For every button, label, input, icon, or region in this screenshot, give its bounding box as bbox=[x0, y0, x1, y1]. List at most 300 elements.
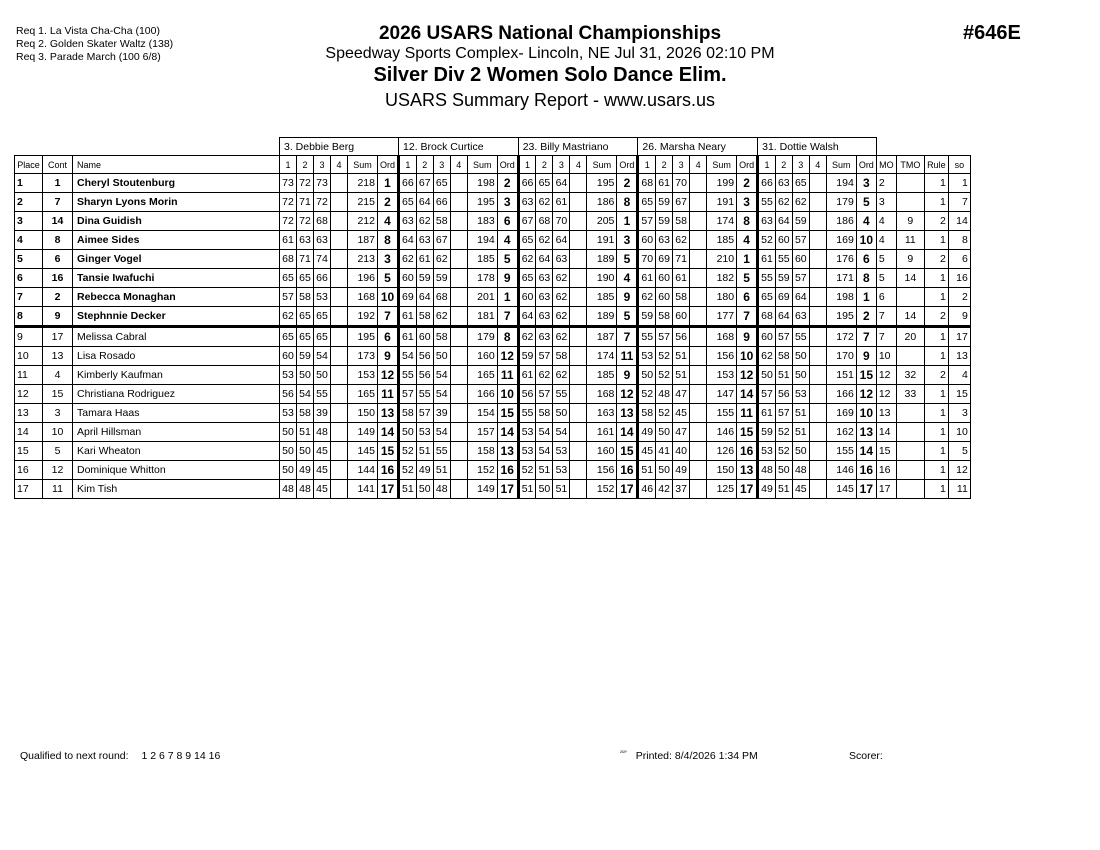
score-cell: 51 bbox=[673, 366, 690, 385]
place-cell: 16 bbox=[15, 461, 43, 480]
cont-cell: 14 bbox=[43, 212, 73, 231]
score-cell: 54 bbox=[536, 442, 553, 461]
sum-cell: 166 bbox=[826, 385, 856, 404]
ordinal-cell: 12 bbox=[856, 385, 876, 404]
sum-cell: 125 bbox=[707, 480, 737, 499]
so-cell: 4 bbox=[948, 366, 970, 385]
score-cell: 50 bbox=[536, 480, 553, 499]
header-judge-col: 1 bbox=[638, 156, 656, 174]
so-cell: 9 bbox=[948, 307, 970, 327]
score-cell: 51 bbox=[775, 366, 792, 385]
header-judge-col: 4 bbox=[331, 156, 348, 174]
score-cell bbox=[450, 307, 467, 327]
score-cell bbox=[690, 327, 707, 347]
ordinal-cell: 3 bbox=[856, 174, 876, 193]
score-cell bbox=[450, 327, 467, 347]
score-cell: 63 bbox=[399, 212, 417, 231]
tmo-cell bbox=[896, 404, 924, 423]
score-cell: 50 bbox=[792, 366, 809, 385]
score-cell: 49 bbox=[673, 461, 690, 480]
score-cell: 63 bbox=[536, 327, 553, 347]
header-judge-col: Ord bbox=[617, 156, 638, 174]
place-cell: 10 bbox=[15, 347, 43, 366]
score-cell: 58 bbox=[536, 404, 553, 423]
skater-name-cell: Dina Guidish bbox=[73, 212, 280, 231]
sum-cell: 157 bbox=[467, 423, 497, 442]
ordinal-cell: 5 bbox=[856, 193, 876, 212]
sum-cell: 191 bbox=[587, 231, 617, 250]
cont-cell: 5 bbox=[43, 442, 73, 461]
place-cell: 8 bbox=[15, 307, 43, 327]
judge-row-spacer bbox=[876, 138, 970, 156]
ordinal-cell: 17 bbox=[737, 480, 758, 499]
ordinal-cell: 15 bbox=[378, 442, 399, 461]
cont-cell: 16 bbox=[43, 269, 73, 288]
score-cell: 67 bbox=[416, 174, 433, 193]
table-row bbox=[15, 174, 971, 193]
skater-name-cell: Tansie Iwafuchi bbox=[73, 269, 280, 288]
ordinal-cell: 5 bbox=[617, 307, 638, 327]
score-cell: 62 bbox=[536, 193, 553, 212]
sum-cell: 156 bbox=[707, 347, 737, 366]
score-cell: 62 bbox=[553, 269, 570, 288]
place-cell: 9 bbox=[15, 327, 43, 347]
score-cell bbox=[450, 423, 467, 442]
score-cell: 65 bbox=[297, 307, 314, 327]
sum-cell: 182 bbox=[707, 269, 737, 288]
score-cell: 64 bbox=[536, 250, 553, 269]
rule-cell: 2 bbox=[924, 307, 948, 327]
tmo-cell: 20 bbox=[896, 327, 924, 347]
score-cell: 61 bbox=[758, 250, 776, 269]
score-cell: 50 bbox=[656, 423, 673, 442]
sum-cell: 146 bbox=[826, 461, 856, 480]
score-cell: 61 bbox=[673, 269, 690, 288]
score-cell bbox=[809, 307, 826, 327]
score-cell: 72 bbox=[314, 193, 331, 212]
ordinal-cell: 5 bbox=[617, 250, 638, 269]
header-judge-col: 1 bbox=[758, 156, 776, 174]
sum-cell: 191 bbox=[707, 193, 737, 212]
cont-cell: 13 bbox=[43, 347, 73, 366]
judge-header-row bbox=[15, 138, 971, 156]
mo-cell: 15 bbox=[876, 442, 896, 461]
sum-cell: 166 bbox=[467, 385, 497, 404]
event-title: Silver Div 2 Women Solo Dance Elim. bbox=[373, 64, 727, 86]
ordinal-cell: 2 bbox=[378, 193, 399, 212]
score-cell: 60 bbox=[416, 327, 433, 347]
ordinal-cell: 13 bbox=[378, 404, 399, 423]
score-cell: 58 bbox=[433, 212, 450, 231]
score-cell: 66 bbox=[399, 174, 417, 193]
header-judge-col: Ord bbox=[378, 156, 399, 174]
table-row bbox=[15, 288, 971, 307]
so-cell: 6 bbox=[948, 250, 970, 269]
qualified-label: Qualified to next round: bbox=[20, 750, 129, 762]
score-cell: 72 bbox=[297, 212, 314, 231]
ordinal-cell: 5 bbox=[737, 269, 758, 288]
score-cell: 55 bbox=[416, 385, 433, 404]
score-cell bbox=[690, 461, 707, 480]
score-cell: 51 bbox=[536, 461, 553, 480]
sum-cell: 189 bbox=[587, 307, 617, 327]
mo-cell: 10 bbox=[876, 347, 896, 366]
score-cell: 62 bbox=[433, 307, 450, 327]
ordinal-cell: 2 bbox=[856, 307, 876, 327]
score-cell bbox=[450, 250, 467, 269]
score-cell: 54 bbox=[433, 423, 450, 442]
ordinal-cell: 7 bbox=[856, 327, 876, 347]
table-row bbox=[15, 250, 971, 269]
score-cell: 69 bbox=[399, 288, 417, 307]
score-cell: 62 bbox=[758, 347, 776, 366]
table-row bbox=[15, 461, 971, 480]
score-cell: 68 bbox=[280, 250, 297, 269]
score-cell: 58 bbox=[553, 347, 570, 366]
score-cell: 60 bbox=[656, 288, 673, 307]
ordinal-cell: 1 bbox=[737, 250, 758, 269]
score-cell: 63 bbox=[536, 288, 553, 307]
score-cell: 63 bbox=[297, 231, 314, 250]
score-cell: 64 bbox=[399, 231, 417, 250]
score-cell: 48 bbox=[758, 461, 776, 480]
score-cell: 57 bbox=[536, 385, 553, 404]
sum-cell: 162 bbox=[826, 423, 856, 442]
score-cell: 50 bbox=[638, 366, 656, 385]
ordinal-cell: 11 bbox=[737, 404, 758, 423]
score-cell bbox=[450, 347, 467, 366]
sum-cell: 187 bbox=[587, 327, 617, 347]
score-cell bbox=[690, 231, 707, 250]
score-cell bbox=[570, 327, 587, 347]
score-cell bbox=[809, 174, 826, 193]
table-row bbox=[15, 480, 971, 499]
score-cell bbox=[331, 327, 348, 347]
score-cell: 61 bbox=[758, 404, 776, 423]
rule-cell: 1 bbox=[924, 461, 948, 480]
score-cell bbox=[570, 174, 587, 193]
score-cell: 58 bbox=[297, 404, 314, 423]
so-cell: 7 bbox=[948, 193, 970, 212]
score-cell: 57 bbox=[280, 288, 297, 307]
score-cell: 58 bbox=[433, 327, 450, 347]
place-cell: 7 bbox=[15, 288, 43, 307]
score-cell bbox=[690, 288, 707, 307]
score-cell: 51 bbox=[416, 442, 433, 461]
score-cell: 74 bbox=[314, 250, 331, 269]
score-cell: 54 bbox=[399, 347, 417, 366]
header-judge-col: 4 bbox=[450, 156, 467, 174]
place-cell: 5 bbox=[15, 250, 43, 269]
score-cell: 61 bbox=[399, 327, 417, 347]
venue-date-line: Speedway Sports Complex- Lincoln, NE Jul 31, 2026 02:10 PM bbox=[325, 45, 775, 62]
score-cell: 62 bbox=[518, 327, 536, 347]
place-cell: 14 bbox=[15, 423, 43, 442]
sum-cell: 165 bbox=[348, 385, 378, 404]
score-cell: 62 bbox=[553, 366, 570, 385]
score-cell bbox=[331, 250, 348, 269]
score-cell: 65 bbox=[792, 174, 809, 193]
score-cell: 62 bbox=[433, 250, 450, 269]
cont-cell: 11 bbox=[43, 480, 73, 499]
so-cell: 2 bbox=[948, 288, 970, 307]
score-cell: 63 bbox=[536, 307, 553, 327]
score-cell bbox=[690, 212, 707, 231]
score-cell: 53 bbox=[314, 288, 331, 307]
score-cell bbox=[809, 269, 826, 288]
score-cell: 51 bbox=[518, 480, 536, 499]
skater-name-cell: Dominique Whitton bbox=[73, 461, 280, 480]
ordinal-cell: 16 bbox=[856, 461, 876, 480]
ordinal-cell: 10 bbox=[378, 288, 399, 307]
score-cell: 62 bbox=[553, 307, 570, 327]
sum-cell: 152 bbox=[467, 461, 497, 480]
sum-cell: 168 bbox=[348, 288, 378, 307]
header-judge-col: 4 bbox=[570, 156, 587, 174]
score-cell bbox=[809, 327, 826, 347]
mo-cell: 12 bbox=[876, 366, 896, 385]
score-cell: 70 bbox=[553, 212, 570, 231]
score-cell: 50 bbox=[553, 404, 570, 423]
ordinal-cell: 17 bbox=[378, 480, 399, 499]
ordinal-cell: 17 bbox=[497, 480, 518, 499]
sum-cell: 158 bbox=[467, 442, 497, 461]
score-cell bbox=[809, 366, 826, 385]
score-cell: 50 bbox=[297, 366, 314, 385]
ordinal-cell: 11 bbox=[497, 366, 518, 385]
score-cell: 64 bbox=[775, 212, 792, 231]
judge-name: 31. Dottie Walsh bbox=[758, 138, 877, 156]
score-cell: 51 bbox=[433, 461, 450, 480]
ordinal-cell: 9 bbox=[378, 347, 399, 366]
score-cell bbox=[690, 385, 707, 404]
ordinal-cell: 11 bbox=[378, 385, 399, 404]
score-cell: 65 bbox=[638, 193, 656, 212]
table-row bbox=[15, 327, 971, 347]
sum-cell: 146 bbox=[707, 423, 737, 442]
score-cell: 57 bbox=[399, 385, 417, 404]
score-cell: 59 bbox=[433, 269, 450, 288]
so-cell: 14 bbox=[948, 212, 970, 231]
sum-cell: 160 bbox=[587, 442, 617, 461]
score-cell: 53 bbox=[553, 442, 570, 461]
sum-cell: 194 bbox=[467, 231, 497, 250]
score-cell bbox=[450, 461, 467, 480]
score-cell: 46 bbox=[638, 480, 656, 499]
cont-cell: 4 bbox=[43, 366, 73, 385]
skater-name-cell: Christiana Rodriguez bbox=[73, 385, 280, 404]
score-cell: 60 bbox=[758, 327, 776, 347]
sum-cell: 172 bbox=[826, 327, 856, 347]
tmo-cell: 14 bbox=[896, 307, 924, 327]
sum-cell: 215 bbox=[348, 193, 378, 212]
score-cell bbox=[690, 307, 707, 327]
ordinal-cell: 14 bbox=[737, 385, 758, 404]
score-cell: 62 bbox=[416, 212, 433, 231]
mo-cell: 7 bbox=[876, 327, 896, 347]
sum-cell: 145 bbox=[348, 442, 378, 461]
skater-name-cell: Tamara Haas bbox=[73, 404, 280, 423]
score-cell: 54 bbox=[433, 366, 450, 385]
score-cell: 61 bbox=[553, 193, 570, 212]
score-cell bbox=[809, 193, 826, 212]
tmo-cell bbox=[896, 442, 924, 461]
score-cell: 67 bbox=[673, 193, 690, 212]
score-cell: 55 bbox=[758, 193, 776, 212]
score-cell bbox=[690, 423, 707, 442]
sum-cell: 149 bbox=[348, 423, 378, 442]
score-cell: 71 bbox=[673, 250, 690, 269]
score-cell: 50 bbox=[314, 366, 331, 385]
score-cell: 41 bbox=[656, 442, 673, 461]
ordinal-cell: 7 bbox=[737, 307, 758, 327]
score-cell bbox=[331, 193, 348, 212]
score-cell: 48 bbox=[297, 480, 314, 499]
score-cell bbox=[570, 404, 587, 423]
score-cell: 48 bbox=[280, 480, 297, 499]
score-cell: 59 bbox=[297, 347, 314, 366]
score-cell: 50 bbox=[297, 442, 314, 461]
score-cell: 68 bbox=[433, 288, 450, 307]
report-title: USARS Summary Report - www.usars.us bbox=[384, 90, 716, 110]
sum-cell: 194 bbox=[826, 174, 856, 193]
score-cell: 59 bbox=[638, 307, 656, 327]
tmo-cell: 11 bbox=[896, 231, 924, 250]
ordinal-cell: 16 bbox=[378, 461, 399, 480]
score-cell bbox=[570, 385, 587, 404]
score-cell: 65 bbox=[518, 269, 536, 288]
header-judge-col: Ord bbox=[856, 156, 876, 174]
tmo-cell: 14 bbox=[896, 269, 924, 288]
tmo-cell: 9 bbox=[896, 250, 924, 269]
sum-cell: 195 bbox=[467, 193, 497, 212]
score-cell bbox=[331, 404, 348, 423]
score-cell bbox=[690, 442, 707, 461]
score-cell: 55 bbox=[553, 385, 570, 404]
sum-cell: 218 bbox=[348, 174, 378, 193]
score-cell: 73 bbox=[280, 174, 297, 193]
score-cell: 50 bbox=[792, 347, 809, 366]
skater-name-cell: Ginger Vogel bbox=[73, 250, 280, 269]
ordinal-cell: 13 bbox=[617, 404, 638, 423]
score-cell: 40 bbox=[673, 442, 690, 461]
score-cell: 66 bbox=[433, 193, 450, 212]
score-cell: 59 bbox=[518, 347, 536, 366]
score-cell bbox=[331, 174, 348, 193]
sum-cell: 161 bbox=[587, 423, 617, 442]
score-cell: 51 bbox=[775, 480, 792, 499]
score-cell: 53 bbox=[518, 423, 536, 442]
table-row bbox=[15, 193, 971, 212]
score-cell: 59 bbox=[656, 193, 673, 212]
score-cell: 39 bbox=[433, 404, 450, 423]
score-cell bbox=[331, 307, 348, 327]
ordinal-cell: 8 bbox=[737, 212, 758, 231]
score-cell: 55 bbox=[758, 269, 776, 288]
place-cell: 3 bbox=[15, 212, 43, 231]
score-cell: 58 bbox=[399, 404, 417, 423]
score-cell: 57 bbox=[656, 327, 673, 347]
score-cell: 63 bbox=[536, 269, 553, 288]
sum-cell: 150 bbox=[707, 461, 737, 480]
ordinal-cell: 14 bbox=[378, 423, 399, 442]
header-judge-col: 4 bbox=[809, 156, 826, 174]
score-cell: 47 bbox=[673, 423, 690, 442]
ordinal-cell: 12 bbox=[737, 366, 758, 385]
score-cell: 50 bbox=[433, 347, 450, 366]
score-cell: 50 bbox=[280, 461, 297, 480]
cont-cell: 7 bbox=[43, 193, 73, 212]
ordinal-cell: 15 bbox=[856, 366, 876, 385]
score-cell: 45 bbox=[673, 404, 690, 423]
score-cell: 48 bbox=[792, 461, 809, 480]
score-cell: 65 bbox=[314, 307, 331, 327]
mo-cell: 4 bbox=[876, 212, 896, 231]
score-cell: 62 bbox=[638, 288, 656, 307]
score-cell bbox=[570, 423, 587, 442]
sum-cell: 186 bbox=[826, 212, 856, 231]
score-cell bbox=[450, 288, 467, 307]
cont-cell: 9 bbox=[43, 307, 73, 327]
score-cell: 58 bbox=[416, 307, 433, 327]
so-cell: 11 bbox=[948, 480, 970, 499]
score-cell: 62 bbox=[792, 193, 809, 212]
table-row bbox=[15, 269, 971, 288]
place-cell: 2 bbox=[15, 193, 43, 212]
sum-cell: 174 bbox=[707, 212, 737, 231]
score-cell bbox=[450, 231, 467, 250]
score-cell: 56 bbox=[673, 327, 690, 347]
ordinal-cell: 12 bbox=[378, 366, 399, 385]
score-cell bbox=[690, 174, 707, 193]
score-cell: 67 bbox=[518, 212, 536, 231]
mo-cell: 14 bbox=[876, 423, 896, 442]
score-cell bbox=[570, 250, 587, 269]
score-cell: 52 bbox=[399, 461, 417, 480]
so-cell: 5 bbox=[948, 442, 970, 461]
score-cell: 50 bbox=[656, 461, 673, 480]
score-cell: 62 bbox=[673, 231, 690, 250]
sum-cell: 185 bbox=[587, 366, 617, 385]
score-cell bbox=[331, 385, 348, 404]
score-cell: 50 bbox=[399, 423, 417, 442]
place-cell: 6 bbox=[15, 269, 43, 288]
score-cell bbox=[450, 269, 467, 288]
score-cell bbox=[570, 366, 587, 385]
score-cell: 65 bbox=[399, 193, 417, 212]
cont-cell: 8 bbox=[43, 231, 73, 250]
mo-cell: 2 bbox=[876, 174, 896, 193]
score-cell: 54 bbox=[433, 385, 450, 404]
score-cell: 68 bbox=[758, 307, 776, 327]
score-cell: 59 bbox=[775, 269, 792, 288]
score-cell: 50 bbox=[280, 423, 297, 442]
header-judge-col: 3 bbox=[314, 156, 331, 174]
header-judge-col: Sum bbox=[707, 156, 737, 174]
score-cell: 57 bbox=[416, 404, 433, 423]
so-cell: 17 bbox=[948, 327, 970, 347]
ordinal-cell: 8 bbox=[856, 269, 876, 288]
score-cell: 64 bbox=[416, 288, 433, 307]
score-cell: 53 bbox=[518, 442, 536, 461]
table-row bbox=[15, 423, 971, 442]
header-judge-col: Sum bbox=[467, 156, 497, 174]
score-cell: 52 bbox=[656, 404, 673, 423]
judge-name: 12. Brock Curtice bbox=[399, 138, 519, 156]
score-cell bbox=[809, 250, 826, 269]
score-cell bbox=[809, 461, 826, 480]
rule-cell: 1 bbox=[924, 480, 948, 499]
